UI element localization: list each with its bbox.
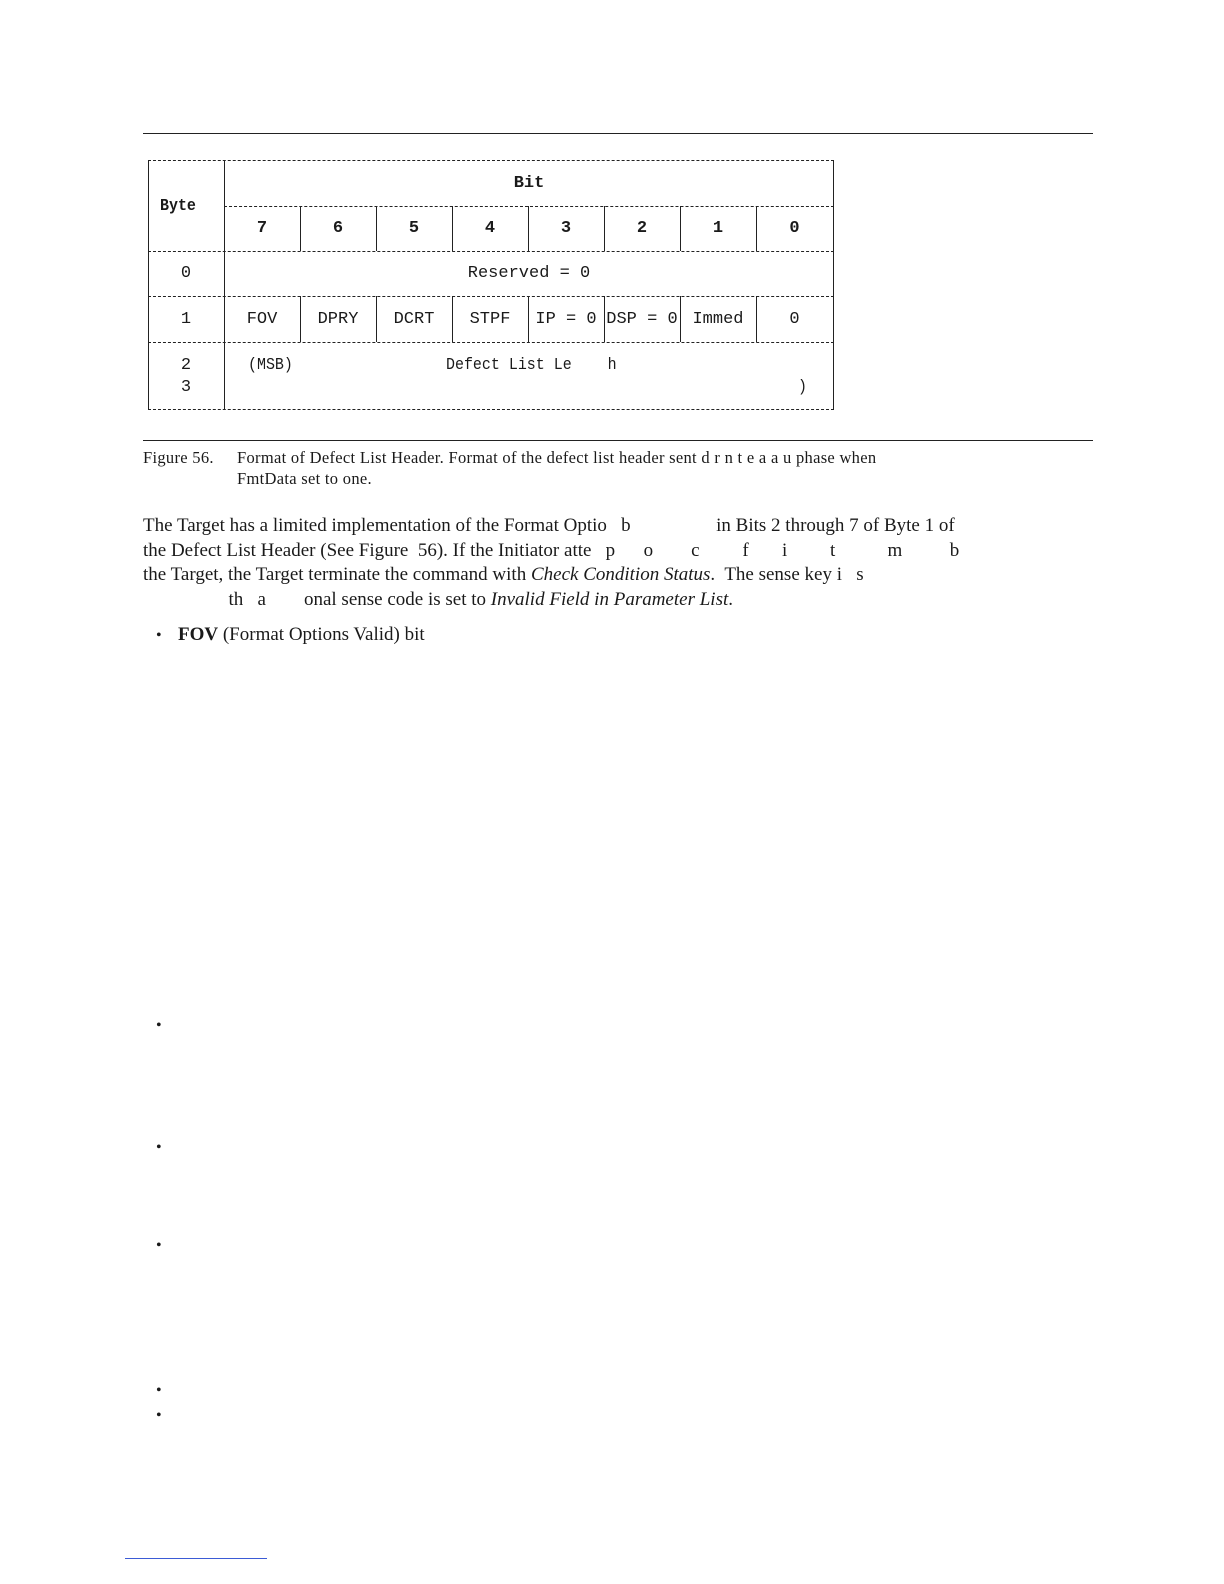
caption-line2: FmtData set to one. xyxy=(237,469,372,488)
body-paragraph xyxy=(143,514,1088,612)
row1-dcrt: DCRT xyxy=(393,310,435,329)
bit-5: 5 xyxy=(408,219,420,238)
bullet-fov: • xyxy=(156,627,162,644)
caption-rule xyxy=(143,440,1093,441)
row1-byte: 1 xyxy=(180,310,192,329)
bit-3: 3 xyxy=(560,219,572,238)
para-line3: the Target, the Target terminate the command with Check Condition Status. The sense key i s xyxy=(143,564,864,585)
bullet-5: • xyxy=(156,1382,162,1399)
row1-dsp: DSP = 0 xyxy=(606,310,678,329)
top-rule xyxy=(143,133,1093,134)
figure-label: Figure 56. xyxy=(143,448,214,467)
row1-stpf: STPF xyxy=(469,310,511,329)
bit-7: 7 xyxy=(256,219,268,238)
defect-list-header-table xyxy=(148,160,834,411)
footer-link-underline[interactable] xyxy=(125,1558,267,1559)
row0-reserved: Reserved = 0 xyxy=(467,264,591,283)
figure-caption xyxy=(143,447,1083,489)
row1-dpry: DPRY xyxy=(317,310,359,329)
row0-byte: 0 xyxy=(180,264,192,283)
row1-bit0: 0 xyxy=(789,310,800,329)
row1-ip: IP = 0 xyxy=(535,310,597,329)
para-line2: the Defect List Header (See Figure 56). If the Initiator atte p o c f i t m b xyxy=(143,539,960,561)
row2-msb: (MSB) xyxy=(248,356,293,375)
para-line1: The Target has a limited implementation of the Format Optio b in Bits 2 through 7 of Byte 1 of xyxy=(143,515,955,536)
bullet-3: • xyxy=(156,1139,162,1156)
row2-byte: 2 xyxy=(180,356,192,375)
bit-6: 6 xyxy=(332,219,344,238)
bit-4: 4 xyxy=(484,219,496,238)
fov-bullet-text: FOV (Format Options Valid) bit xyxy=(178,624,425,645)
para-line4: th a onal sense code is set to Invalid Field in Parameter List. xyxy=(143,588,733,610)
row1-fov: FOV xyxy=(246,310,278,329)
bit-2: 2 xyxy=(636,219,648,238)
bit-header: Bit xyxy=(513,174,545,193)
bit-0: 0 xyxy=(789,219,800,238)
row3-lsb-end: ) xyxy=(798,378,807,397)
row1-immed: Immed xyxy=(692,310,744,329)
bullet-2: • xyxy=(156,1017,162,1034)
caption-line1: Format of Defect List Header. Format of the defect list header sent d r n t e a a u phase when xyxy=(237,448,877,467)
byte-header: Byte xyxy=(160,197,196,216)
bit-1: 1 xyxy=(712,219,724,238)
bullet-4: • xyxy=(156,1237,162,1254)
bullet-6: • xyxy=(156,1407,162,1424)
row2-defect-list-length: Defect List Le h xyxy=(446,356,617,375)
row3-byte: 3 xyxy=(180,378,192,397)
